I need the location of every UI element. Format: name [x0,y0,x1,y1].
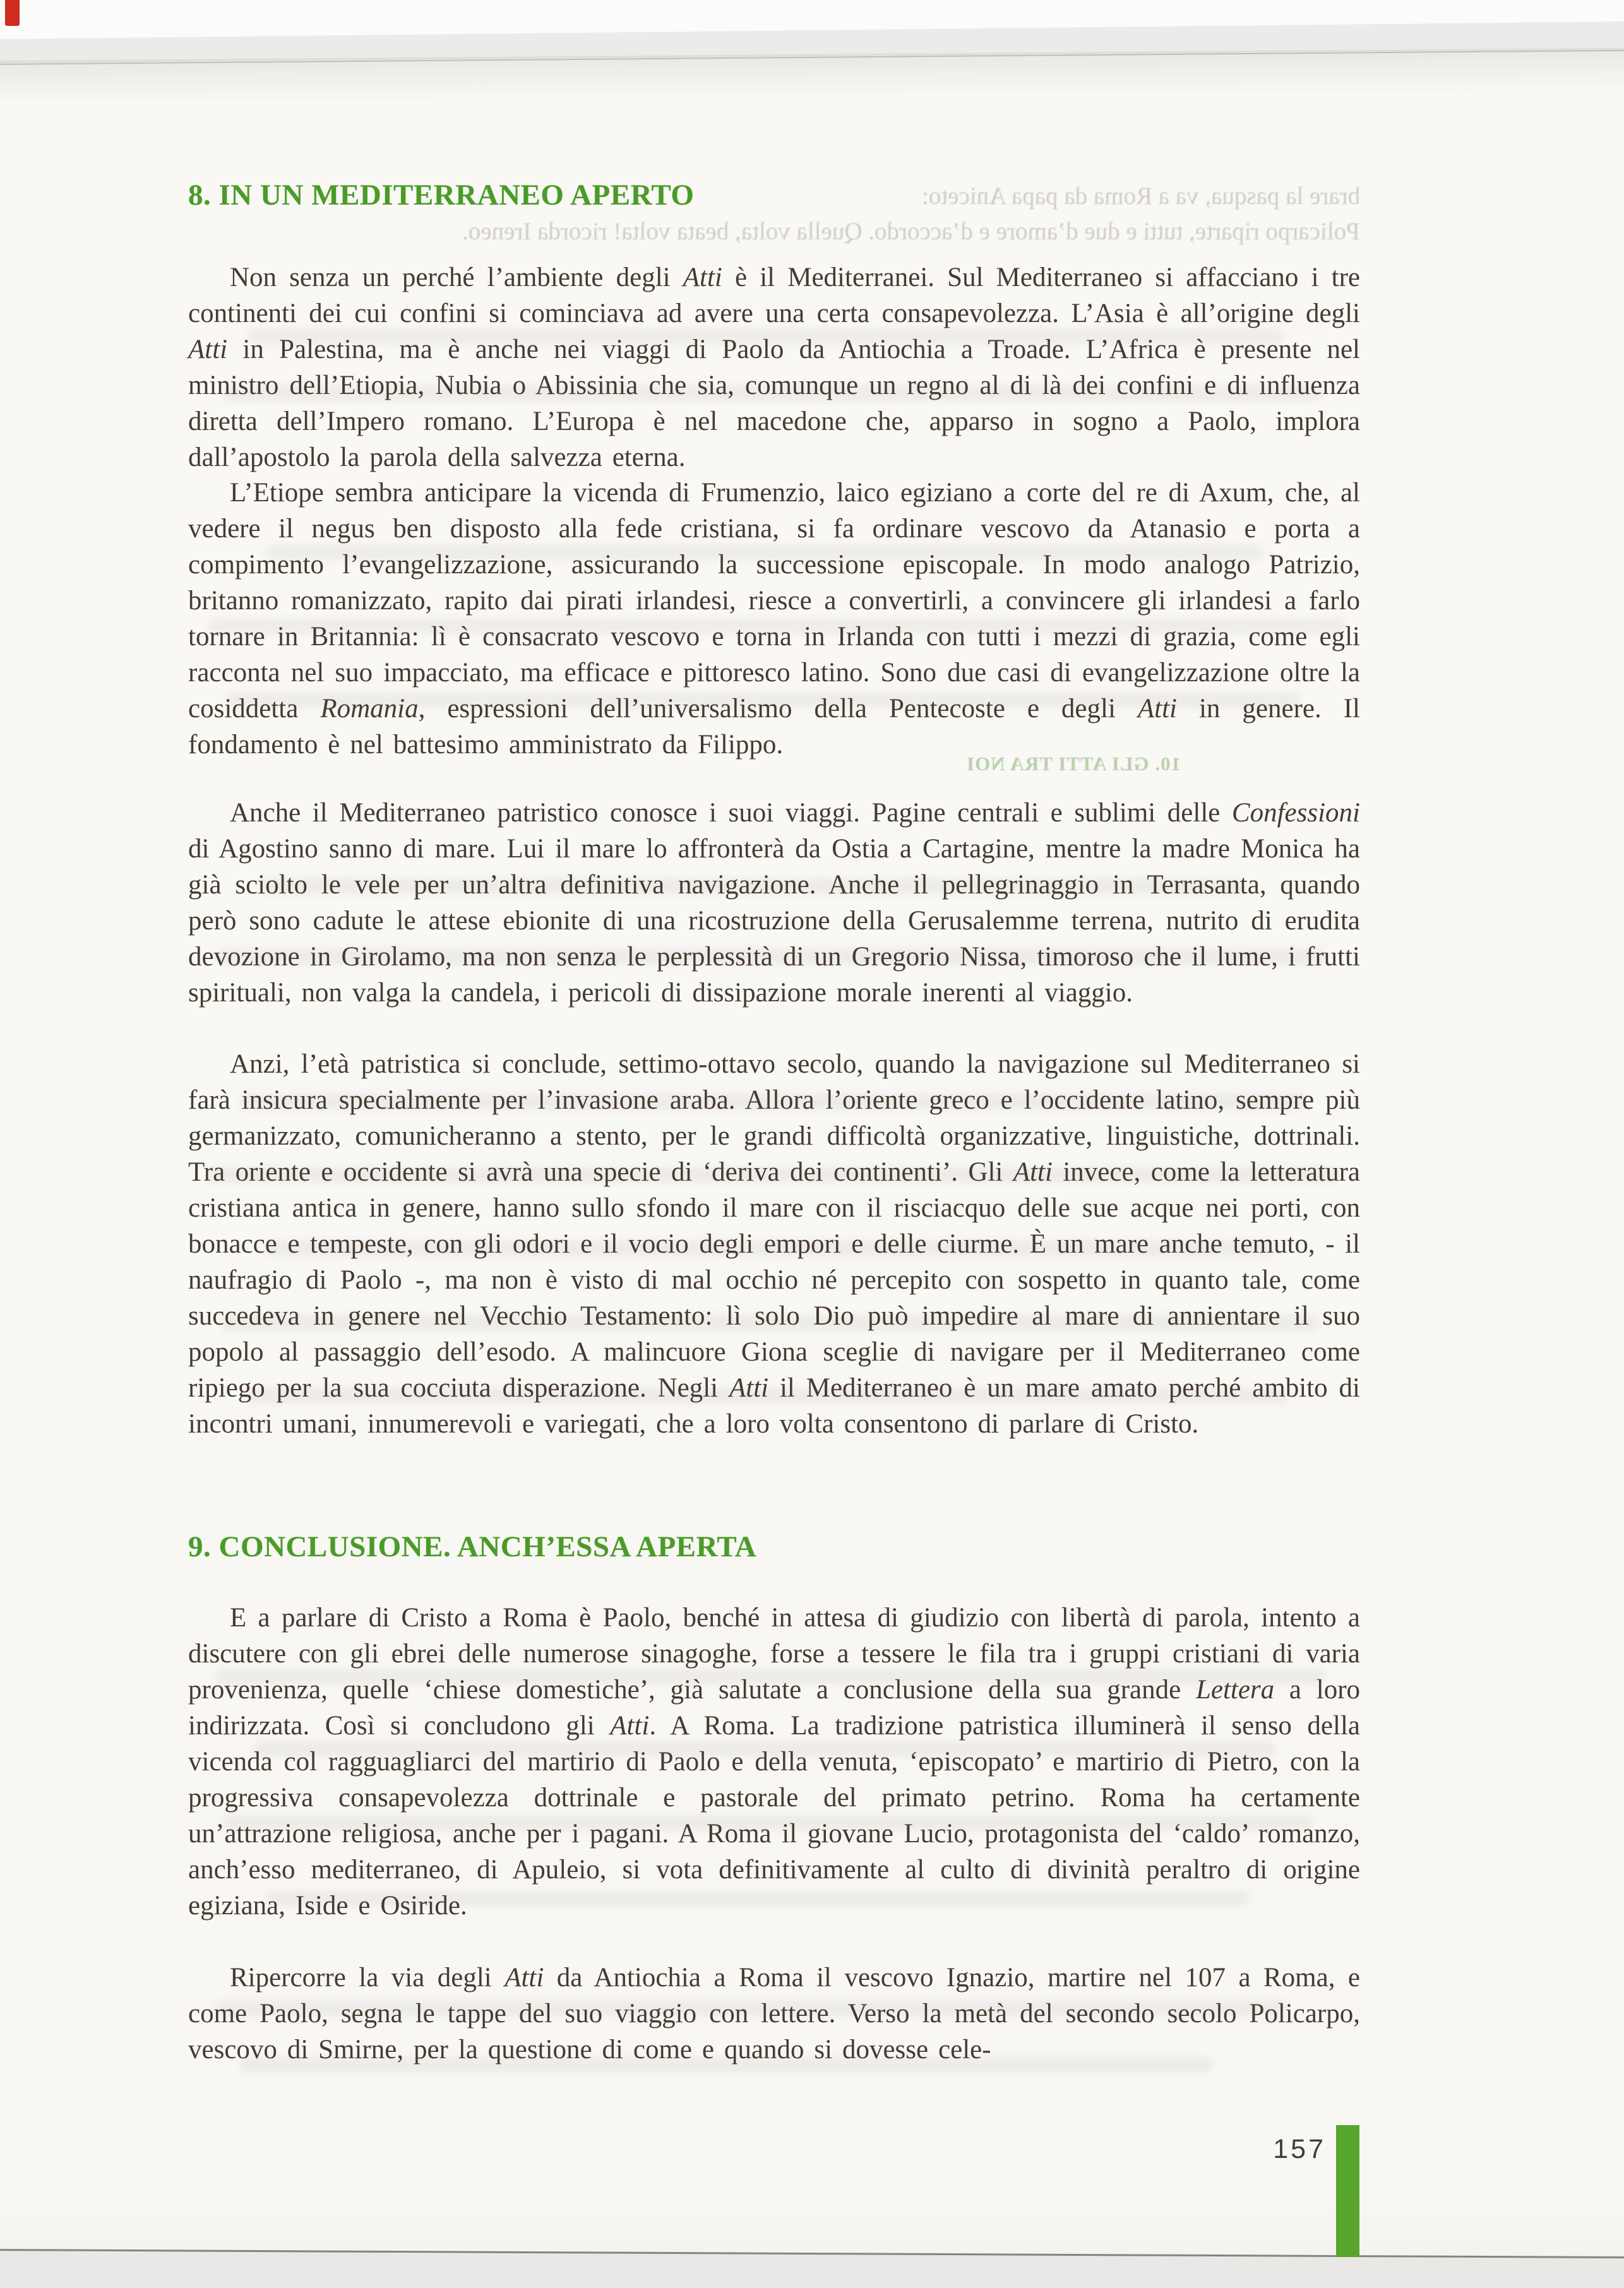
text-run: L’Etiope sembra anticipare la vicenda di Frumenzio, laico egiziano a corte del re di Axum, che, al vedere il negus ben disposto alla fede cristiana, si fa ordinare vescovo da Atanasio e porta a compimento l’evangelizzazione, assicurando la successione episcopale. In modo analogo Patrizio, britanno romanizzato, rapito dai pirati irlandesi, riesce a convertirli, a convincere gli irlandesi a farlo tornare in Britannia: lì è consacrato vescovo e torna in Irlanda con tutti i mezzi di grazia, come egli racconta nel suo impacciato, ma efficace e pittoresco latino. Sono due casi di evangelizzazione oltre la cosiddetta [188,478,1360,724]
text-run: . A Roma. La tradizione patristica illuminerà il senso della vicenda col ragguagliarci del martirio di Paolo e della venuta, ‘episcopato’ e martirio di Pietro, con la progressiva consapevolezza dottrinale e pastorale del primato petrino. Roma ha certamente un’attrazione religiosa, anche per i pagani. A Roma il giovane Lucio, protagonista del ‘caldo’ romanzo, anch’esso mediterraneo, di Apuleio, si vota definitivamente al culto di divinità peraltro di origine egiziana, Iside e Osiride. [188,1711,1360,1921]
italic-term: Romania [320,694,419,724]
section-heading-section-8: 8. IN UN MEDITERRANEO APERTO [188,179,695,212]
text-run: da Antiochia a Roma il vescovo Ignazio, martire nel 107 a Roma, e come Paolo, segna le tappe del suo viaggio con lettere. Verso la metà del secondo secolo Policarpo, vescovo di Smirne, per la questione di come e quando si dovesse cele- [188,1963,1360,2065]
text-run: in genere. Il fondamento è nel battesimo amministrato da Filippo. [188,694,1360,760]
text-run: Anzi, l’età patristica si conclude, settimo-ottavo secolo, quando la navigazione sul Mediterraneo si farà insicura specialmente per l’invasione araba. Allora l’oriente greco e l’occidente latino, sempre più germanizzato, comunicheranno a stento, per le grandi difficoltà organizzative, linguistiche, dottrinali. Tra oriente e occidente si avrà una specie di ‘deriva dei continenti’. Gli [188,1049,1360,1187]
text-run: di Agostino sanno di mare. Lui il mare lo affronterà da Ostia a Cartagine, mentre la madre Monica ha già sciolto le vele per un’altra definitiva navigazione. Anche il pellegrinaggio in Terrasanta, quando però sono cadute le attese ebionite di una ricostruzione della Gerusalemme terrena, nutrito di erudita devozione in Girolamo, ma non senza le perplessità di un Gregorio Nissa, timoroso che il lume, i frutti spirituali, non valga la candela, i pericoli di dissipazione morale inerenti al viaggio. [188,834,1360,1008]
italic-term: Atti [505,1963,544,1993]
italic-term: Atti [1137,694,1177,724]
text-run: a loro indirizzata. Così si concludono gli [188,1675,1361,1741]
italic-term: Atti [729,1373,769,1403]
italic-term: Atti [683,263,722,292]
body-paragraph [188,795,1360,1011]
text-run: , espressioni dell’universalismo della Pentecoste e degli [418,694,1138,724]
body-paragraph [188,1960,1360,2068]
section-heading-section-9: 9. CONCLUSIONE. ANCH’ESSA APERTA [188,1530,757,1563]
text-run: E a parlare di Cristo a Roma è Paolo, benché in attesa di giudizio con libertà di parola, intento a discutere con gli ebrei delle numerose sinagoghe, forse a tessere le fila tra i gruppi cristiani di varia provenienza, quelle ‘chiese domestiche’, già salutate a conclusione della sua grande [188,1603,1360,1705]
italic-term: Confessioni [1231,798,1360,828]
bleedthrough-line: 10. GLI ATTI TRA NOI [966,753,1181,775]
text-run: invece, come la letteratura cristiana antica in genere, hanno sullo sfondo il mare con il risciacquo delle sue acque nei porti, con bonacce e tempeste, con gli odori e il vocio degli empori e delle ciurme. È un mare anche temuto, - il naufragio di Paolo -, ma non è visto di mal occhio né percepito con sospetto in quanto tale, come succedeva in genere nel Vecchio Testamento: lì solo Dio può impedire al mare di annientare il suo popolo al passaggio dell’esodo. A malincuore Giona sceglie di navigare per il Mediterraneo come ripiego per la sua cocciuta disperazione. Negli [188,1157,1360,1403]
page-number: 157 [1273,2134,1326,2164]
bleedthrough-line: Policarpo riparte, tutti e due d’amore e d’accordo. Quella volta, beata volta! ricorda Ireneo. [462,218,1360,245]
page-edge-bar [1336,2125,1359,2257]
italic-term: Atti [1013,1157,1053,1187]
text-run: il Mediterraneo è un mare amato perché ambito di incontri umani, innumerevoli e variegati, che a loro volta consentono di parlare di Cristo. [188,1373,1360,1439]
body-paragraph [188,475,1360,763]
text-run: Anche il Mediterraneo patristico conosce i suoi viaggi. Pagine centrali e sublimi delle [230,798,1232,828]
body-paragraph [188,1600,1360,1924]
text-run: Non senza un perché l’ambiente degli [230,263,683,292]
text-run: in Palestina, ma è anche nei viaggi di Paolo da Antiochia a Troade. L’Africa è presente nel ministro dell’Etiopia, Nubia o Abissinia che sia, comunque un regno al di là dei confini e di influenza diretta dell’Impero romano. L’Europa è nel macedone che, apparso in sogno a Paolo, implora dall’apostolo la parola della salvezza eterna. [188,335,1360,472]
body-paragraph [188,1046,1360,1442]
bleedthrough-line: brare la pasqua, va a Roma da papa Aniceto: [921,182,1360,210]
corner-red-mark [5,0,20,26]
italic-term: Atti [188,335,228,364]
text-run: è il Mediterranei. Sul Mediterraneo si affacciano i tre continenti dei cui confini si cominciava ad avere una certa consapevolezza. L’Asia è all’origine degli [188,263,1360,328]
italic-term: Atti [610,1711,650,1741]
body-paragraph [188,259,1360,475]
text-run: Ripercorre la via degli [230,1963,505,1993]
italic-term: Lettera [1195,1675,1275,1705]
